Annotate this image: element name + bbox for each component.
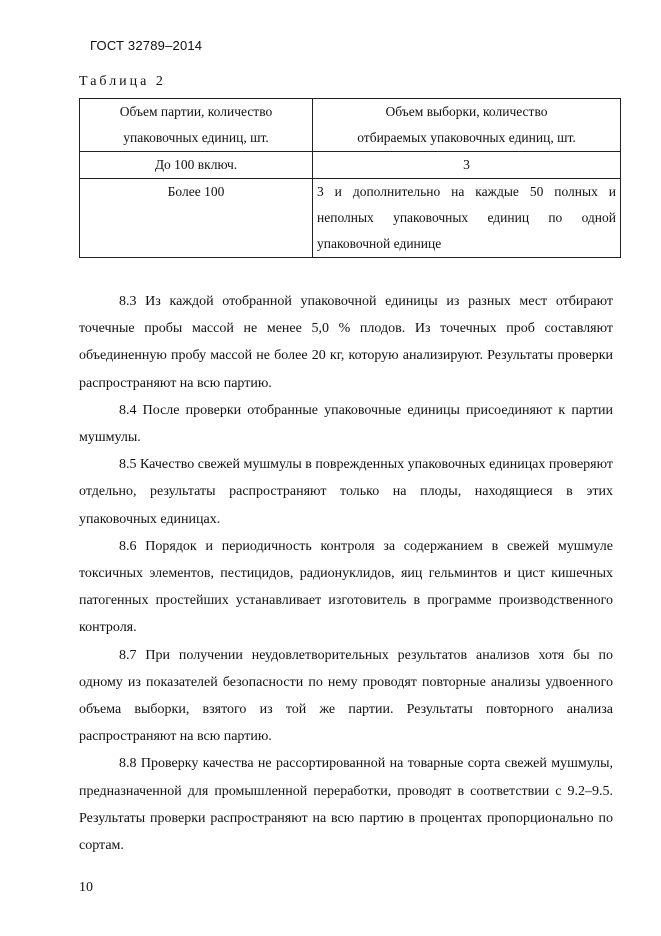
- paragraph-8-6: 8.6 Порядок и периодичность контроля за содержанием в свежей мушмуле токсичных элементов, пестицидов, радионуклидов, яиц гельминтов и цист кишечных патогенных простейших устанавливает изготовитель в программе производственного контроля.: [79, 538, 613, 636]
- header-cell-line: упаковочных единиц, шт.: [123, 130, 269, 145]
- table-header-row: [80, 99, 621, 152]
- paragraph-8-5: 8.5 Качество свежей мушмулы в поврежденных упаковочных единицах проверяют отдельно, результаты распространяют только на плоды, находящиеся в этих упаковочных единицах.: [79, 457, 613, 527]
- table-cell: 3: [313, 152, 621, 179]
- header-cell-sample-size: [313, 99, 621, 152]
- table-row: [80, 152, 621, 179]
- standard-header: ГОСТ 32789–2014: [90, 38, 203, 53]
- header-cell-line: Объем партии, количество: [119, 104, 273, 119]
- table-row: [80, 179, 621, 258]
- table-cell: 3 и дополнительно на каждые 50 полных и неполных упаковочных единиц по одной упаковочной единице: [313, 179, 621, 258]
- table-caption: Таблица 2: [79, 74, 166, 89]
- paragraph-8-4: 8.4 После проверки отобранные упаковочные единицы присоединяют к партии мушмулы.: [79, 402, 613, 446]
- paragraph-8-3: 8.3 Из каждой отобранной упаковочной единицы из разных мест отбирают точечные пробы массой не менее 5,0 % плодов. Из точечных проб составляют объединенную пробу массой не более 20 кг, которую анализируют. Результаты проверки распространяют на всю партию.: [79, 294, 613, 391]
- sample-size-table: [79, 98, 621, 258]
- document-body: [79, 288, 613, 859]
- paragraph-8-7: 8.7 При получении неудовлетворительных результатов анализов хотя бы по одному из показателей безопасности по нему проводят повторные анализы удвоенного объема выборки, взятого из той же партии. Результаты повторного анализа распространяют на всю партию.: [79, 647, 613, 745]
- header-cell-lot-size: [80, 99, 313, 152]
- header-cell-line: Объем выборки, количество: [385, 104, 548, 119]
- table-cell: До 100 включ.: [80, 152, 313, 179]
- header-cell-line: отбираемых упаковочных единиц, шт.: [357, 130, 576, 145]
- paragraph-8-8: 8.8 Проверку качества не рассортированной на товарные сорта свежей мушмулы, предназначенной для промышленной переработки, проводят в соответствии с 9.2–9.5. Результаты проверки распространяют на всю партию в процентах пропорционально по сортам.: [79, 756, 613, 854]
- table-cell: Более 100: [80, 179, 313, 258]
- page-number: 10: [79, 880, 93, 895]
